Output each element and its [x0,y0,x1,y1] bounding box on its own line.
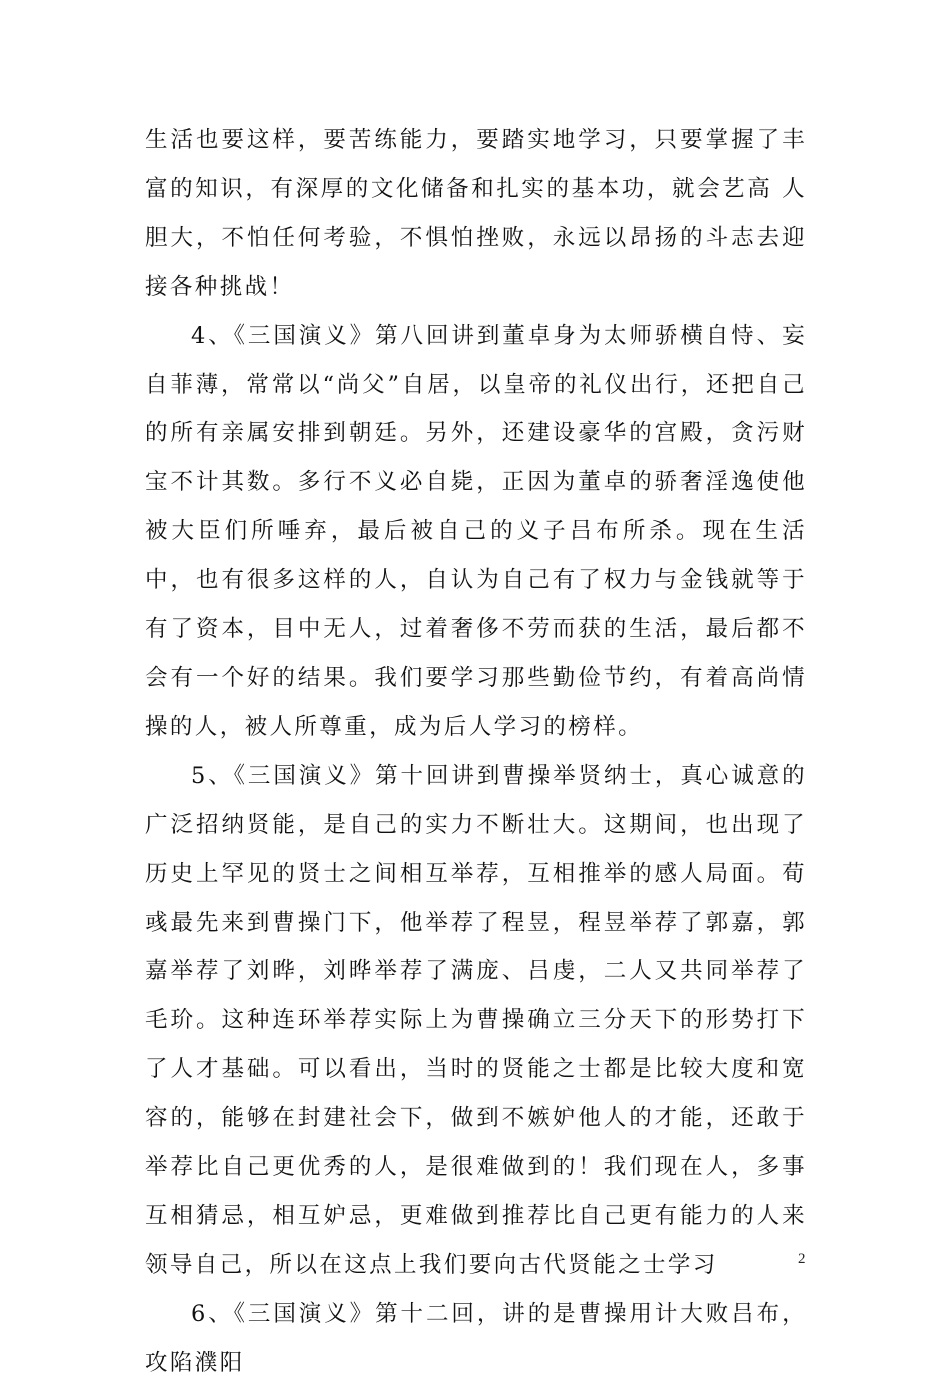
body-text [145,116,807,1388]
page-number: 2 [798,1251,806,1267]
paragraph-4: 6、《三国演义》第十二回，讲的是曹操用计大败吕布，攻陷濮阳 [145,1300,807,1376]
paragraph-3: 5、《三国演义》第十回讲到曹操举贤纳士，真心诚意的广泛招纳贤能，是自己的实力不断壮大。这期间，也出现了历史上罕见的贤士之间相互举荐，互相推举的感人局面。荀彧最先来到曹操门下，他举荐了程昱，程昱举荐了郭嘉，郭嘉举荐了刘晔，刘晔举荐了满庞、吕虔，二人又共同举荐了毛玠。这种连环举荐实际上为曹操确立三分天下的形势打下了人才基础。可以看出，当时的贤能之士都是比较大度和宽容的，能够在封建社会下，做到不嫉妒他人的才能，还敢于举荐比自己更优秀的人，是很难做到的！我们现在人，多事互相猜忌，相互妒忌，更难做到推荐比自己更有能力的人来领导自己，所以在这点上我们要向古代贤能之士学习 [145,762,807,1278]
paragraph-1: 生活也要这样，要苦练能力，要踏实地学习，只要掌握了丰富的知识，有深厚的文化储备和扎实的基本功，就会艺高 人胆大，不怕任何考验，不惧怕挫败，永远以昂扬的斗志去迎接各种挑战！ [145,127,807,300]
paragraph-2: 4、《三国演义》第八回讲到董卓身为太师骄横自恃、妄自菲薄，常常以“尚父”自居，以皇帝的礼仪出行，还把自己的所有亲属安排到朝廷。另外，还建设豪华的宫殿，贪污财宝不计其数。多行不义必自毙，正因为董卓的骄奢淫逸使他被大臣们所唾弃，最后被自己的义子吕布所杀。现在生活中，也有很多这样的人，自认为自己有了权力与金钱就等于有了资本，目中无人，过着奢侈不劳而获的生活，最后都不会有一个好的结果。我们要学习那些勤俭节约，有着高尚情操的人，被人所尊重，成为后人学习的榜样。 [145,322,807,740]
